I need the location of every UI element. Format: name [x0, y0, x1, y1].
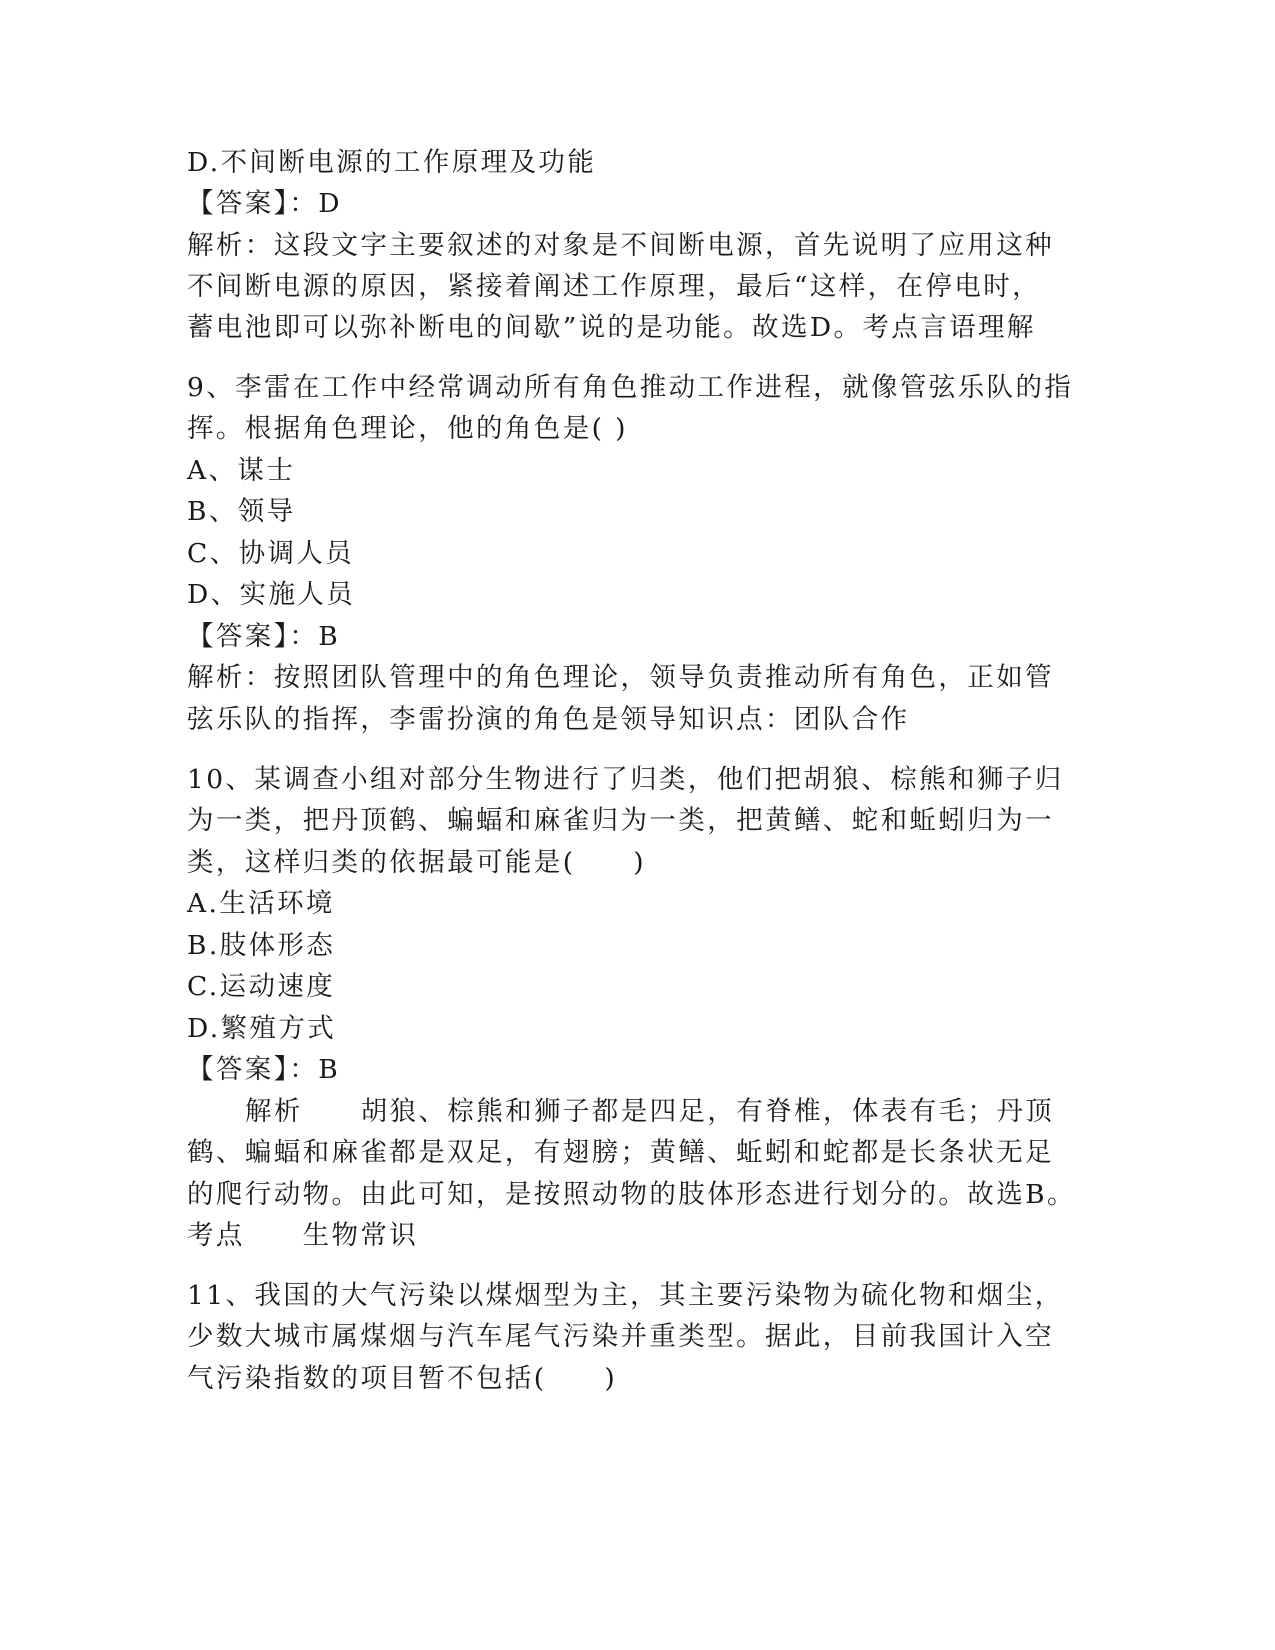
- q9-stem-line: 9、李雷在工作中经常调动所有角色推动工作进程，就像管弦乐队的指: [187, 372, 1074, 403]
- q10-option-b: B.肢体形态: [187, 930, 336, 961]
- q11-stem-line: 气污染指数的项目暂不包括( ): [187, 1363, 618, 1394]
- q9-option-a: A、谋士: [187, 455, 296, 486]
- q10-analysis-line: 鹤、蝙蝠和麻雀都是双足，有翅膀；黄鳝、蚯蚓和蛇都是长条状无足: [187, 1137, 1054, 1168]
- q10-analysis-line: 考点 生物常识: [187, 1220, 419, 1251]
- q11-stem-line: 少数大城市属煤烟与汽车尾气污染并重类型。据此，目前我国计入空: [187, 1321, 1054, 1352]
- q10-stem-line: 10、某调查小组对部分生物进行了归类，他们把胡狼、棕熊和狮子归: [187, 764, 1064, 795]
- q8-answer: 【答案】：D: [187, 188, 342, 219]
- q10-answer: 【答案】：B: [187, 1054, 341, 1085]
- q9-option-b: B、领导: [187, 496, 296, 527]
- q10-analysis-first-line: 解析 胡狼、棕熊和狮子都是四足，有脊椎，体表有毛；丹顶: [245, 1096, 1055, 1127]
- q11-stem-line: 11、我国的大气污染以煤烟型为主，其主要污染物为硫化物和烟尘，: [187, 1280, 1064, 1311]
- q9-analysis-line: 解析：按照团队管理中的角色理论，领导负责推动所有角色，正如管: [187, 662, 1054, 693]
- q8-analysis-line: 不间断电源的原因，紧接着阐述工作原理，最后“这样，在停电时，: [187, 271, 1042, 302]
- q9-option-d: D、实施人员: [187, 579, 356, 610]
- q8-option-d: D.不间断电源的工作原理及功能: [187, 147, 597, 178]
- q9-option-c: C、协调人员: [187, 538, 355, 569]
- q8-analysis-line: 解析：这段文字主要叙述的对象是不间断电源，首先说明了应用这种: [187, 230, 1054, 261]
- q8-analysis-line: 蓄电池即可以弥补断电的间歇”说的是功能。故选D。考点言语理解: [187, 312, 1036, 343]
- q10-stem-line: 为一类，把丹顶鹤、蝙蝠和麻雀归为一类，把黄鳝、蛇和蚯蚓归为一: [187, 805, 1054, 836]
- q10-option-d: D.繁殖方式: [187, 1013, 337, 1044]
- q10-analysis-line: 的爬行动物。由此可知，是按照动物的肢体形态进行划分的。故选B。: [187, 1179, 1076, 1210]
- q10-option-a: A.生活环境: [187, 888, 335, 919]
- q10-option-c: C.运动速度: [187, 971, 336, 1002]
- q9-stem-line: 挥。根据角色理论，他的角色是( ): [187, 413, 628, 444]
- q10-stem-line: 类，这样归类的依据最可能是( ): [187, 847, 646, 878]
- q9-analysis-line: 弦乐队的指挥，李雷扮演的角色是领导知识点：团队合作: [187, 704, 910, 735]
- q9-answer: 【答案】：B: [187, 621, 341, 652]
